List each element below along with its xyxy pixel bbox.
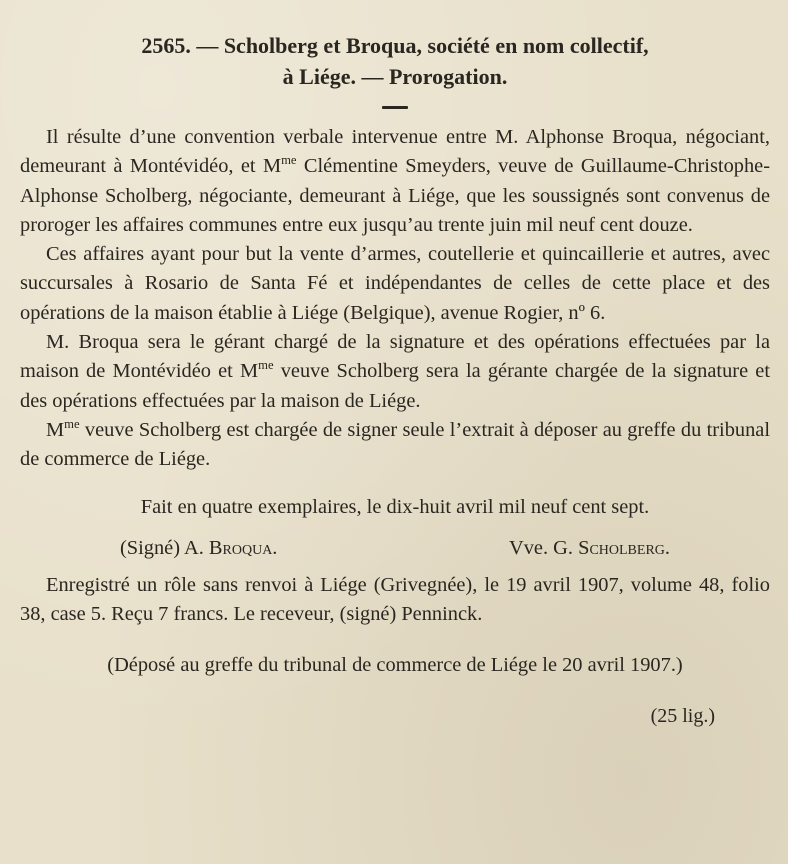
p1-sup: me xyxy=(281,153,297,168)
closing-line: Fait en quatre exemplaires, le dix-huit avril mil neuf cent sept. xyxy=(140,495,650,518)
p4-sup: me xyxy=(64,417,80,432)
heading-line-1: 2565. — Scholberg et Broqua, société en nom collectif, xyxy=(141,33,649,58)
paragraph-extrait xyxy=(20,416,770,475)
p3-sup: me xyxy=(258,358,274,373)
registration-paragraph: Enregistré un rôle sans renvoi à Liége (Grivegnée), le 19 avril 1907, volume 48, folio 38, case 5. Reçu 7 francs. Le receveur, (signé) Penninck. xyxy=(20,573,770,626)
deposit-note: (Déposé au greffe du tribunal de commerce de Liége le 20 avril 1907.) xyxy=(107,654,683,677)
paragraph-affaires: Ces affaires ayant pour but la vente d’armes, coutellerie et quincaillerie et autres, avec succursales à Rosario de Santa Fé et indépendantes de celles de cette place et des opérations de la maison établie à Liége (Belgique), avenue Rogier, nº 6. xyxy=(20,243,770,324)
p3-text-b: veuve Scholberg sera la gérante chargée de la signature et des opérations effectuées par la maison de Liége. xyxy=(20,360,770,412)
signature-left-prefix: (Signé) A. xyxy=(120,536,209,559)
signature-right-prefix: Vve. G. xyxy=(509,536,579,559)
separator-dash xyxy=(382,106,408,109)
signature-row xyxy=(20,522,770,571)
p1-text-a: Il résulte d’une convention verbale intervenue entre M. Alphonse Broqua, négociant, demeurant à Montévidéo, et M xyxy=(20,126,770,178)
p3-text-a: M. Broqua sera le gérant chargé de la signature et des opérations effectuées par la maison de Montévidéo et M xyxy=(20,331,770,383)
paragraph-convention xyxy=(20,123,770,240)
p4-text-a: M xyxy=(46,418,65,441)
signature-left xyxy=(120,534,277,563)
heading-line-2: à Liége. — Prorogation. xyxy=(282,64,508,89)
notice-heading xyxy=(20,30,770,92)
line-count: (25 lig.) xyxy=(650,704,715,727)
paragraph-gerants xyxy=(20,328,770,416)
signature-left-name: Broqua. xyxy=(208,536,278,559)
p1-text-b: Clémentine Smeyders, veuve de Guillaume-Christophe-Alphonse Scholberg, négociante, demeurant à Liége, que les soussignés sont convenus de proroger les affaires communes entre eux jusqu’au trente juin mil neuf cent douze. xyxy=(20,155,770,236)
p4-text-b: veuve Scholberg est chargée de signer seule l’extrait à déposer au greffe du tribunal de commerce de Liége. xyxy=(20,418,770,471)
signature-right xyxy=(509,534,670,563)
signature-right-name: Scholberg. xyxy=(578,536,670,559)
